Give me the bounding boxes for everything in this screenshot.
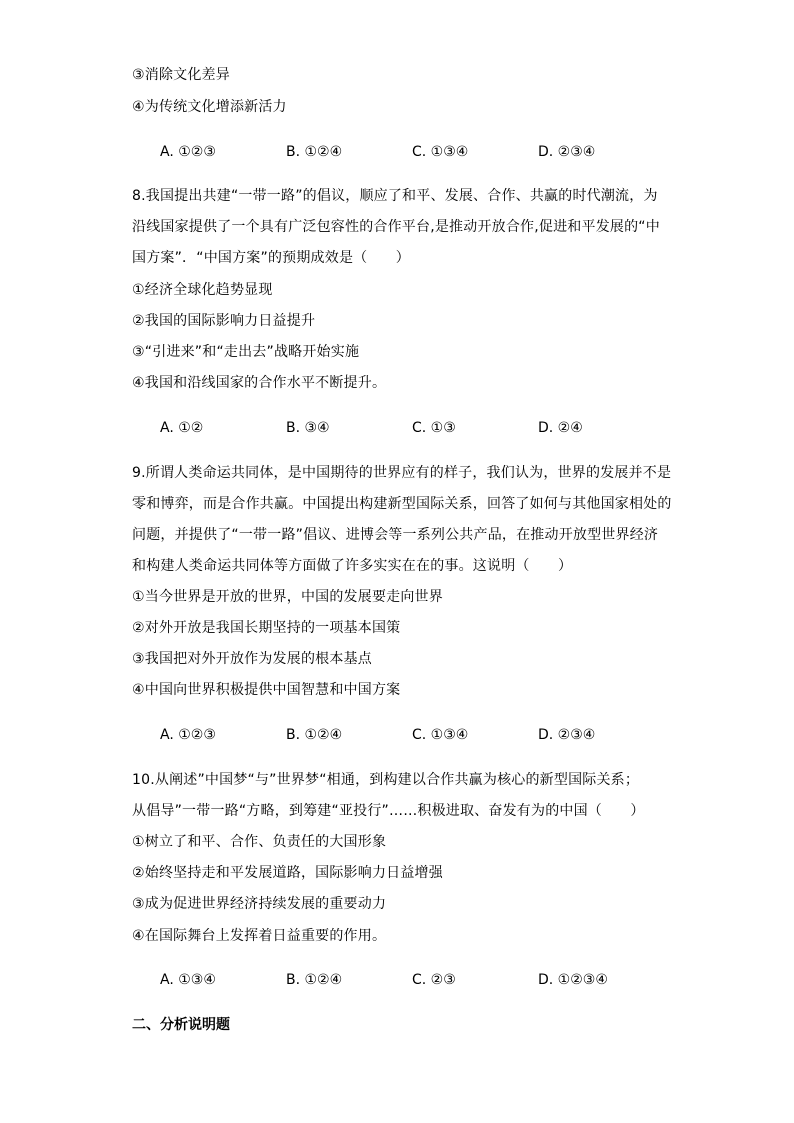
q8-option-d: D. ②④ xyxy=(538,420,583,436)
prev-option-b: B. ①②④ xyxy=(286,144,343,160)
q9-option-d: D. ②③④ xyxy=(538,727,596,743)
q9-item-4: ④中国向世界积极提供中国智慧和中国方案 xyxy=(132,682,401,698)
q9-stem-line-4: 和构建人类命运共同体等方面做了许多实实在在的事。这说明（ ） xyxy=(132,558,573,574)
q9-stem-line-2: 零和博弈，而是合作共赢。中国提出构建新型国际关系，回答了如何与其他国家相处的 xyxy=(132,496,672,512)
prev-item-4: ④为传统文化增添新活力 xyxy=(132,99,287,115)
q9-stem-line-3: 问题，并提供了“一带一路”倡议、进博会等一系列公共产品，在推动开放型世界经济 xyxy=(132,527,659,543)
prev-option-c: C. ①③④ xyxy=(412,144,469,160)
q10-stem-line-2: 从倡导”一带一路“方略，到筹建“亚投行”……积极进取、奋发有为的中国（ ） xyxy=(132,803,645,819)
q8-option-b: B. ③④ xyxy=(286,420,330,436)
prev-option-a: A. ①②③ xyxy=(160,144,216,160)
q10-item-3: ③成为促进世界经济持续发展的重要动力 xyxy=(132,896,387,912)
q9-option-a: A. ①②③ xyxy=(160,727,216,743)
q9-item-1: ①当今世界是开放的世界，中国的发展要走向世界 xyxy=(132,589,443,605)
q8-option-c: C. ①③ xyxy=(412,420,456,436)
q8-item-2: ②我国的国际影响力日益提升 xyxy=(132,313,316,329)
section-2-heading: 二、分析说明题 xyxy=(132,1017,230,1033)
q9-option-c: C. ①③④ xyxy=(412,727,469,743)
q10-option-b: B. ①②④ xyxy=(286,972,343,988)
prev-item-3: ③消除文化差异 xyxy=(132,67,230,83)
q10-option-a: A. ①③④ xyxy=(160,972,216,988)
q9-item-2: ②对外开放是我国长期坚持的一项基本国策 xyxy=(132,620,401,636)
q10-item-4: ④在国际舞台上发挥着日益重要的作用。 xyxy=(132,928,387,944)
q8-stem-line-1: 8.我国提出共建“一带一路”的倡议，顺应了和平、发展、合作、共赢的时代潮流，为 xyxy=(132,188,658,204)
q8-option-a: A. ①② xyxy=(160,420,204,436)
q10-option-d: D. ①②③④ xyxy=(538,972,608,988)
q8-item-3: ③“引进来”和“走出去”战略开始实施 xyxy=(132,344,360,360)
q9-option-b: B. ①②④ xyxy=(286,727,343,743)
q9-stem-line-1: 9.所谓人类命运共同体，是中国期待的世界应有的样子，我们认为，世界的发展并不是 xyxy=(132,465,672,481)
q8-item-1: ①经济全球化趋势显现 xyxy=(132,282,273,298)
q10-stem-line-1: 10.从阐述”中国梦“与”世界梦“相通，到构建以合作共赢为核心的新型国际关系； xyxy=(132,772,640,788)
prev-option-d: D. ②③④ xyxy=(538,144,596,160)
q10-item-2: ②始终坚持走和平发展道路，国际影响力日益增强 xyxy=(132,865,443,881)
q8-stem-line-3: 国方案”．“中国方案”的预期成效是（ ） xyxy=(132,250,410,266)
q8-item-4: ④我国和沿线国家的合作水平不断提升。 xyxy=(132,375,387,391)
q9-item-3: ③我国把对外开放作为发展的根本基点 xyxy=(132,651,372,667)
q10-option-c: C. ②③ xyxy=(412,972,456,988)
q8-stem-line-2: 沿线国家提供了一个具有广泛包容性的合作平台,是推动开放合作,促进和平发展的“中 xyxy=(132,219,660,235)
q10-item-1: ①树立了和平、合作、负责任的大国形象 xyxy=(132,834,387,850)
